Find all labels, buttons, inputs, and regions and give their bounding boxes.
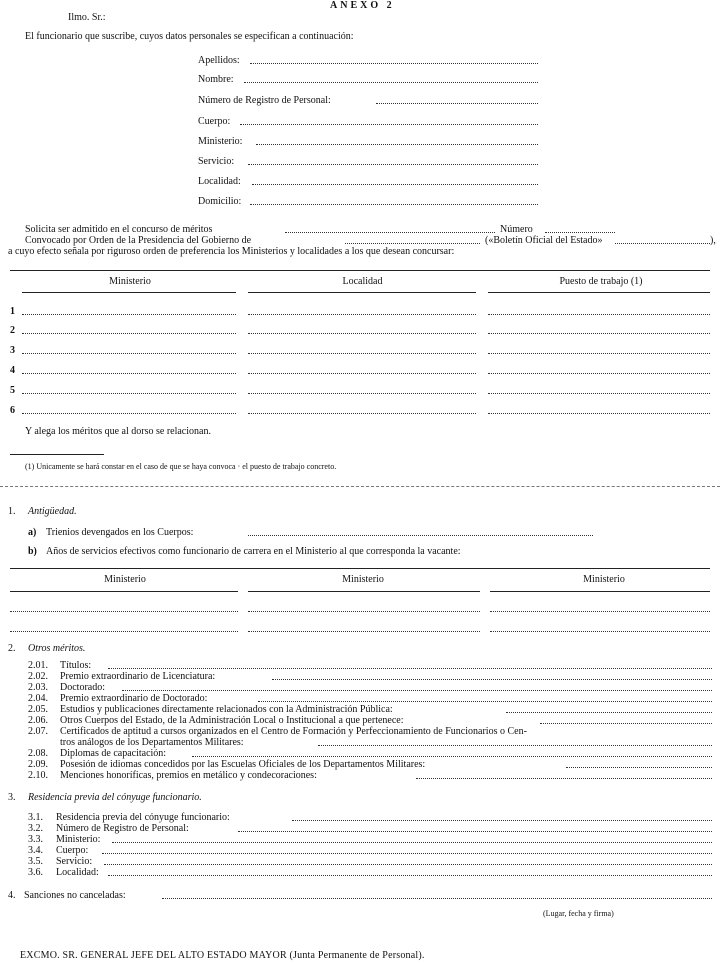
s3-item-label: Localidad: — [56, 867, 99, 878]
s2-item-field[interactable] — [272, 679, 712, 680]
field-concurso[interactable] — [285, 232, 495, 233]
s3-item-label: Servicio: — [56, 856, 93, 867]
field-sanciones[interactable] — [162, 898, 712, 899]
field-registro[interactable] — [376, 103, 538, 104]
s1-header-ministerio: Ministerio — [342, 574, 384, 585]
s1-header-rule — [248, 591, 480, 592]
s1-cell[interactable] — [490, 611, 710, 612]
s3-number: 3. — [8, 792, 16, 803]
pref-cell[interactable] — [488, 333, 710, 334]
s3-item-number: 3.1. — [28, 812, 43, 823]
request-boe-label: («Boletín Oficial del Estado» — [485, 235, 603, 246]
s1-a-label: Trienios devengados en los Cuerpos: — [46, 527, 194, 538]
s1-title: Antigüedad. — [28, 506, 77, 517]
pref-header-puesto: Puesto de trabajo (1) — [559, 276, 643, 287]
s3-item-number: 3.5. — [28, 856, 43, 867]
s2-item-label: Premio extraordinario de Licenciatura: — [60, 671, 216, 682]
request-line1: Solicita ser admitido en el concurso de méritos — [25, 224, 213, 235]
pref-row-number: 5 — [10, 385, 15, 396]
pref-cell[interactable] — [488, 413, 710, 414]
field-label-domicilio: Domicilio: — [198, 196, 242, 207]
request-boe-close: ), — [710, 235, 716, 246]
pref-cell[interactable] — [248, 314, 476, 315]
s3-title: Residencia previa del cónyuge funcionario. — [28, 792, 202, 803]
s3-item-field[interactable] — [238, 831, 712, 832]
s1-table-top-rule — [10, 568, 710, 569]
pref-cell[interactable] — [488, 314, 710, 315]
s3-item-field[interactable] — [102, 853, 712, 854]
s3-item-number: 3.4. — [28, 845, 43, 856]
s1-header-rule — [10, 591, 238, 592]
pref-row-number: 6 — [10, 405, 15, 416]
s4-label: Sanciones no canceladas: — [24, 890, 126, 901]
s2-item-label: Menciones honoríficas, premios en metálico y condecoraciones: — [60, 770, 317, 781]
pref-cell[interactable] — [488, 393, 710, 394]
field-boe[interactable] — [615, 243, 710, 244]
pref-cell[interactable] — [22, 314, 236, 315]
pref-header-rule — [488, 292, 710, 293]
s2-item-field[interactable] — [192, 756, 712, 757]
s2-item-number: 2.06. — [28, 715, 48, 726]
signature-area[interactable] — [560, 906, 690, 907]
field-ministerio[interactable] — [256, 144, 538, 145]
s2-item-label: Títulos: — [60, 660, 92, 671]
pref-cell[interactable] — [248, 393, 476, 394]
footnote-rule — [10, 454, 104, 455]
s1-a-marker: a) — [28, 527, 37, 538]
s3-item-field[interactable] — [292, 820, 712, 821]
pref-row-number: 2 — [10, 325, 15, 336]
s3-item-label: Ministerio: — [56, 834, 101, 845]
pref-cell[interactable] — [22, 393, 236, 394]
s1-header-ministerio: Ministerio — [583, 574, 625, 585]
s1-b-label: Años de servicios efectivos como funcionario de carrera en el Ministerio al que corresponda la vacante: — [46, 546, 461, 557]
s2-item-number: 2.10. — [28, 770, 48, 781]
s1-header-rule — [490, 591, 710, 592]
field-label-ministerio: Ministerio: — [198, 136, 243, 147]
field-label-nombre: Nombre: — [198, 74, 234, 85]
pref-table-top-rule — [10, 270, 710, 271]
s2-title: Otros méritos. — [28, 643, 86, 654]
s3-item-field[interactable] — [112, 842, 712, 843]
s1-cell[interactable] — [10, 631, 238, 632]
s2-item-number: 2.03. — [28, 682, 48, 693]
pref-cell[interactable] — [22, 413, 236, 414]
field-nombre[interactable] — [244, 82, 538, 83]
s3-item-label: Cuerpo: — [56, 845, 89, 856]
pref-cell[interactable] — [22, 373, 236, 374]
field-numero[interactable] — [545, 232, 615, 233]
s2-item-label: Doctorado: — [60, 682, 105, 693]
s3-item-field[interactable] — [108, 875, 712, 876]
s2-item-label: Posesión de idiomas concedidos por las Escuelas Oficiales de los Departamentos Militares: — [60, 759, 426, 770]
s2-item-field[interactable] — [108, 668, 712, 669]
s2-item-label: Otros Cuerpos del Estado, de la Administración Local o Institucional a que pertenece: — [60, 715, 404, 726]
s3-item-number: 3.3. — [28, 834, 43, 845]
field-label-cuerpo: Cuerpo: — [198, 116, 231, 127]
pref-header-rule — [248, 292, 476, 293]
pref-header-ministerio: Ministerio — [109, 276, 151, 287]
s2-item-number: 2.07. — [28, 726, 48, 737]
s2-item-label: Diplomas de capacitación: — [60, 748, 167, 759]
field-orden-fecha[interactable] — [345, 243, 480, 244]
s2-item-label-continued: tros análogos de los Departamentos Militares: — [60, 737, 244, 748]
s2-item-number: 2.01. — [28, 660, 48, 671]
field-trienios[interactable] — [248, 535, 593, 536]
s2-item-number: 2.08. — [28, 748, 48, 759]
s2-number: 2. — [8, 643, 16, 654]
field-servicio[interactable] — [248, 164, 538, 165]
s2-item-field[interactable] — [566, 767, 712, 768]
s2-item-label: Estudios y publicaciones directamente relacionados con la Administración Pública: — [60, 704, 393, 715]
pref-cell[interactable] — [22, 353, 236, 354]
s2-item-field[interactable] — [122, 690, 712, 691]
field-label-localidad: Localidad: — [198, 176, 241, 187]
s2-item-number: 2.02. — [28, 671, 48, 682]
field-cuerpo[interactable] — [240, 124, 538, 125]
s2-item-label: Premio extraordinario de Doctorado: — [60, 693, 208, 704]
salutation: Ilmo. Sr.: — [68, 12, 106, 23]
pref-cell[interactable] — [488, 373, 710, 374]
footnote-text: (1) Unicamente se hará constar en el caso de que se haya convoca · el puesto de trabajo concreto. — [25, 462, 337, 471]
field-domicilio[interactable] — [250, 204, 538, 205]
s2-item-number: 2.09. — [28, 759, 48, 770]
s3-item-label: Residencia previa del cónyuge funcionario: — [56, 812, 230, 823]
s2-item-field[interactable] — [506, 712, 712, 713]
s3-item-number: 3.6. — [28, 867, 43, 878]
s2-item-field[interactable] — [416, 778, 712, 779]
pref-cell[interactable] — [22, 333, 236, 334]
s2-item-number: 2.05. — [28, 704, 48, 715]
s1-header-ministerio: Ministerio — [104, 574, 146, 585]
pref-cell[interactable] — [248, 413, 476, 414]
pref-cell[interactable] — [248, 353, 476, 354]
request-line3: a cuyo efecto señala por riguroso orden de preferencia los Ministerios y localidades a los que desean concursar: — [8, 246, 455, 257]
field-apellidos[interactable] — [250, 63, 538, 64]
pref-header-localidad: Localidad — [342, 276, 383, 287]
field-label-servicio: Servicio: — [198, 156, 235, 167]
pref-cell[interactable] — [248, 333, 476, 334]
alega-text: Y alega los méritos que al dorso se relacionan. — [25, 426, 211, 437]
pref-row-number: 4 — [10, 365, 15, 376]
s1-cell[interactable] — [248, 611, 480, 612]
s3-item-field[interactable] — [104, 864, 712, 865]
s2-item-field[interactable] — [258, 701, 712, 702]
page-divider — [0, 486, 720, 487]
s2-item-field[interactable] — [318, 745, 712, 746]
signature-caption: (Lugar, fecha y firma) — [543, 909, 614, 918]
pref-cell[interactable] — [248, 373, 476, 374]
field-label-apellidos: Apellidos: — [198, 55, 240, 66]
intro-text: El funcionario que suscribe, cuyos datos personales se especifican a continuación: — [25, 31, 354, 42]
s3-item-label: Número de Registro de Personal: — [56, 823, 189, 834]
request-line2: Convocado por Orden de la Presidencia del Gobierno de — [25, 235, 252, 246]
s2-item-number: 2.04. — [28, 693, 48, 704]
pref-cell[interactable] — [488, 353, 710, 354]
pref-row-number: 3 — [10, 345, 15, 356]
s1-number: 1. — [8, 506, 16, 517]
s1-cell[interactable] — [490, 631, 710, 632]
s4-number: 4. — [8, 890, 16, 901]
s1-cell[interactable] — [10, 611, 238, 612]
addressee: EXCMO. SR. GENERAL JEFE DEL ALTO ESTADO MAYOR (Junta Permanente de Personal). — [20, 950, 425, 961]
pref-header-rule — [22, 292, 236, 293]
field-localidad[interactable] — [252, 184, 538, 185]
pref-row-number: 1 — [10, 306, 15, 317]
s2-item-label: Certificados de aptitud a cursos organizados en el Centro de Formación y Perfeccionamiento de Funcionarios o Cen- — [60, 726, 527, 737]
request-numero-label: Número — [500, 224, 533, 235]
s1-b-marker: b) — [28, 546, 37, 557]
s1-cell[interactable] — [248, 631, 480, 632]
s2-item-field[interactable] — [540, 723, 712, 724]
page-title: ANEXO 2 — [330, 0, 395, 11]
field-label-registro: Número de Registro de Personal: — [198, 95, 331, 106]
s3-item-number: 3.2. — [28, 823, 43, 834]
